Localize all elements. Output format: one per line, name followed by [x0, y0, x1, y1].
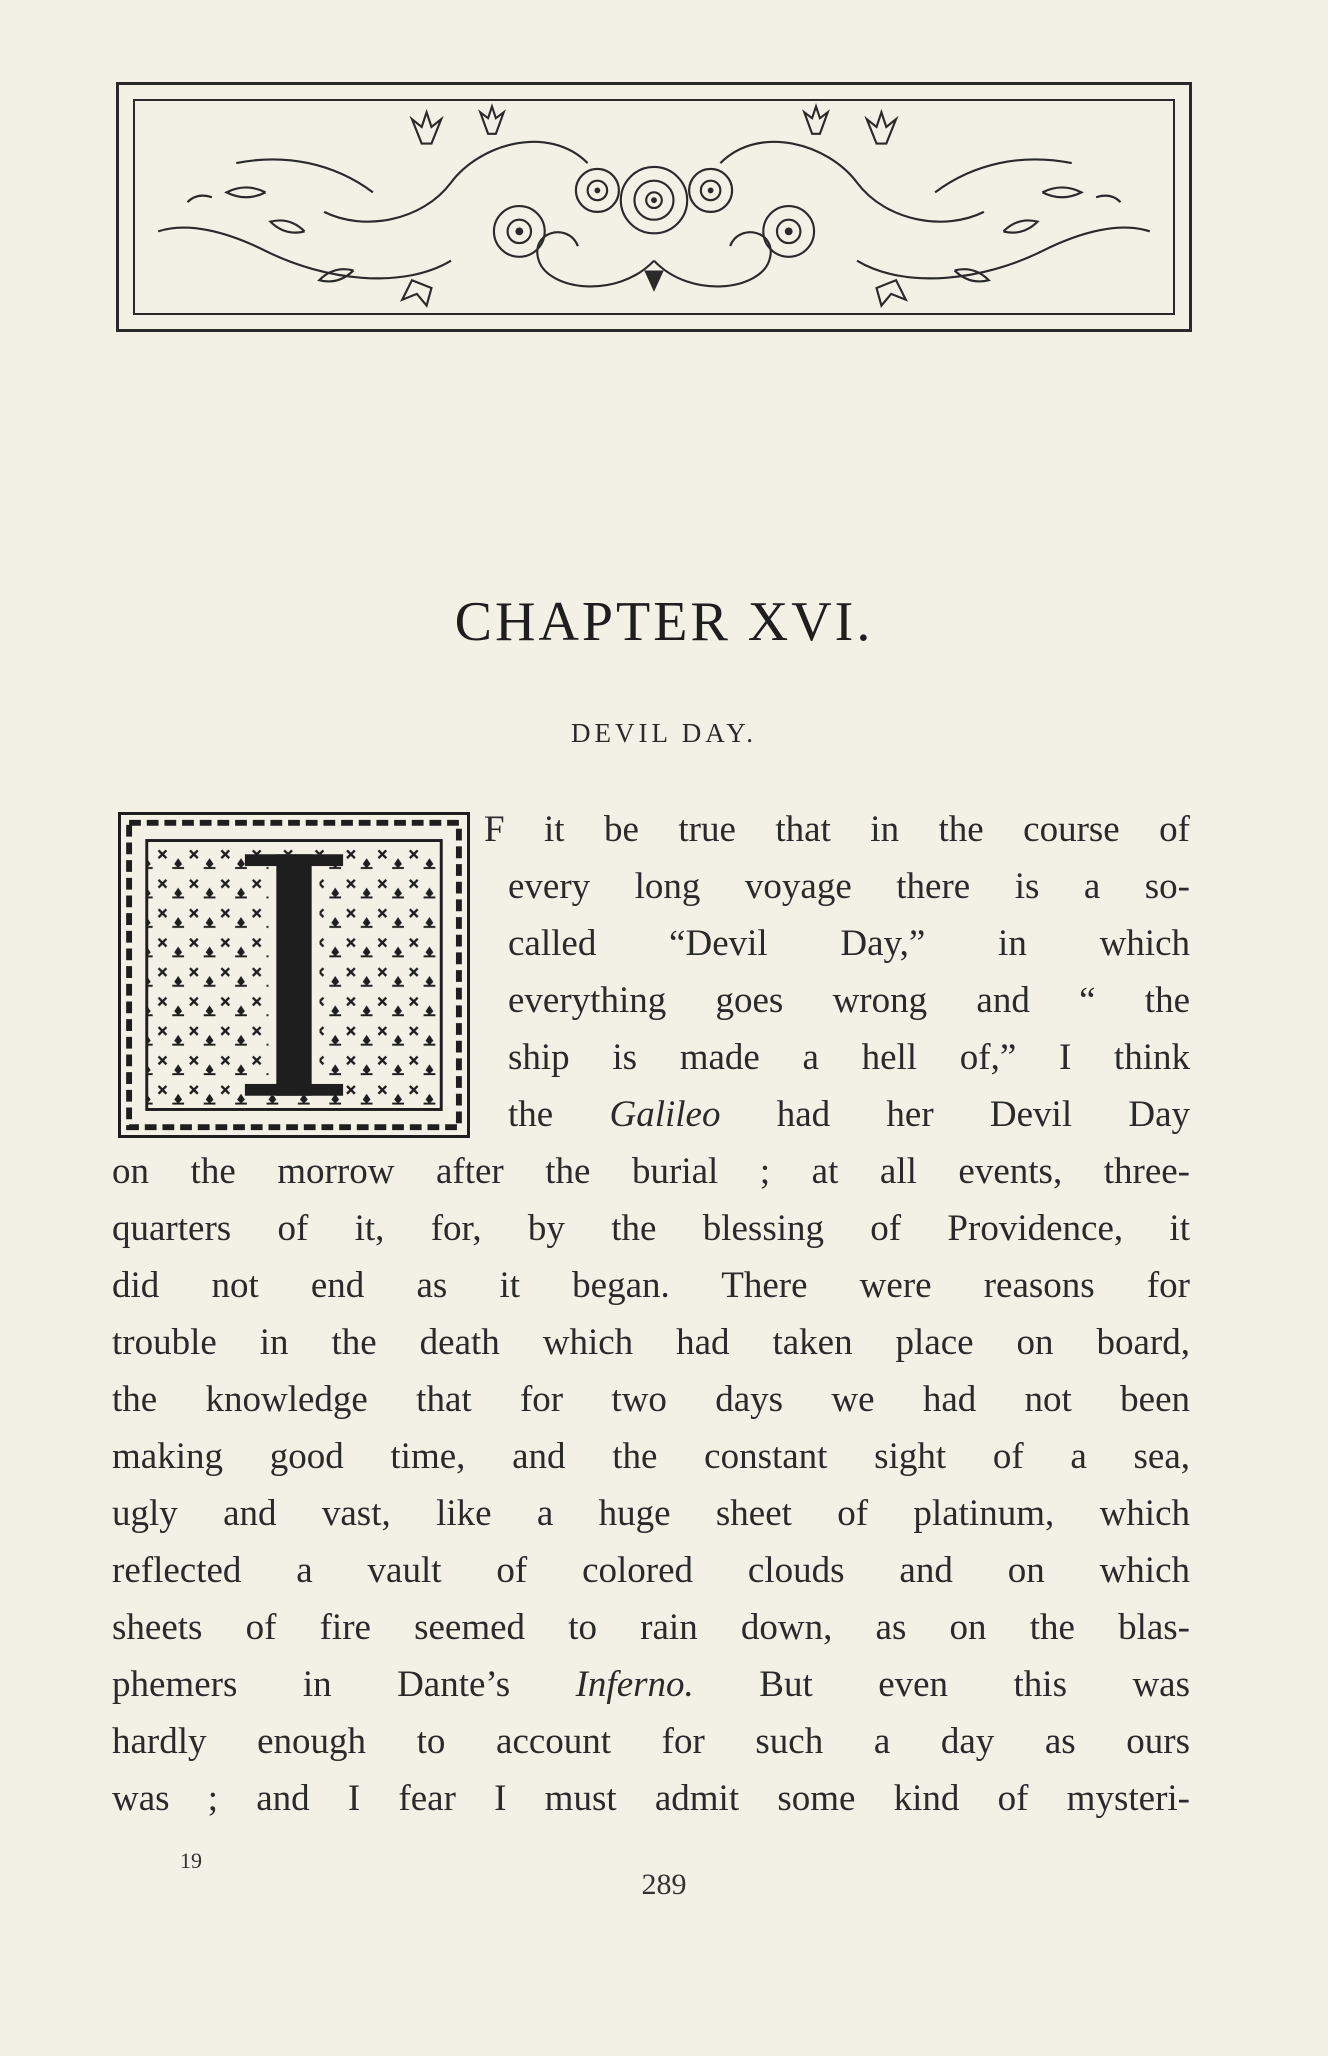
paragraph-line-4: everything goes wrong and “ the — [508, 980, 1190, 1021]
line-6-suffix: had her Devil Day — [720, 1094, 1191, 1135]
paragraph-line-6 — [508, 1093, 1190, 1136]
paragraph-line-3: called “Devil Day,” in which — [508, 923, 1190, 964]
line-16-suffix: But even this was — [693, 1664, 1190, 1705]
paragraph-line-16 — [112, 1663, 1190, 1706]
paragraph-line-10: trouble in the death which had taken place on board, — [112, 1322, 1190, 1363]
inferno-italic: Inferno. — [575, 1664, 694, 1705]
paragraph-line-13: ugly and vast, like a huge sheet of platinum, which — [112, 1493, 1190, 1534]
paragraph-line-17: hardly enough to account for such a day as ours — [112, 1721, 1190, 1762]
paragraph-line-15: sheets of fire seemed to rain down, as on the blas- — [112, 1607, 1190, 1648]
line-6-prefix: the — [508, 1094, 610, 1135]
paragraph-line-8: quarters of it, for, by the blessing of Providence, it — [112, 1208, 1190, 1249]
paragraph-line-12: making good time, and the constant sight of a sea, — [112, 1436, 1190, 1477]
paragraph-line-7: on the morrow after the burial ; at all events, three- — [112, 1151, 1190, 1192]
chapter-title: CHAPTER XVI. — [454, 591, 874, 653]
page-number: 289 — [641, 1868, 687, 1901]
drop-cap-pattern-icon — [121, 815, 467, 1135]
ship-name-italic: Galileo — [609, 1094, 721, 1135]
paragraph-line-14: reflected a vault of colored clouds and on which — [112, 1550, 1190, 1591]
line-16-prefix: phemers in Dante’s — [112, 1664, 576, 1705]
chapter-subtitle: DEVIL DAY. — [570, 718, 757, 748]
paragraph-line-18: was ; and I fear I must admit some kind of mysteri- — [112, 1778, 1190, 1819]
header-ornament — [116, 82, 1192, 332]
paragraph-line-11: the knowledge that for two days we had not been — [112, 1379, 1190, 1420]
paragraph-line-9: did not end as it began. There were reasons for — [112, 1265, 1190, 1306]
paragraph-line-2: every long voyage there is a so- — [508, 866, 1190, 907]
paragraph-line-5: ship is made a hell of,” I think — [508, 1037, 1190, 1078]
floral-ornament-icon — [119, 85, 1189, 329]
drop-cap — [118, 812, 470, 1138]
signature-mark: 19 — [180, 1848, 202, 1873]
paragraph-line-1: F it be true that in the course of — [484, 809, 1190, 850]
